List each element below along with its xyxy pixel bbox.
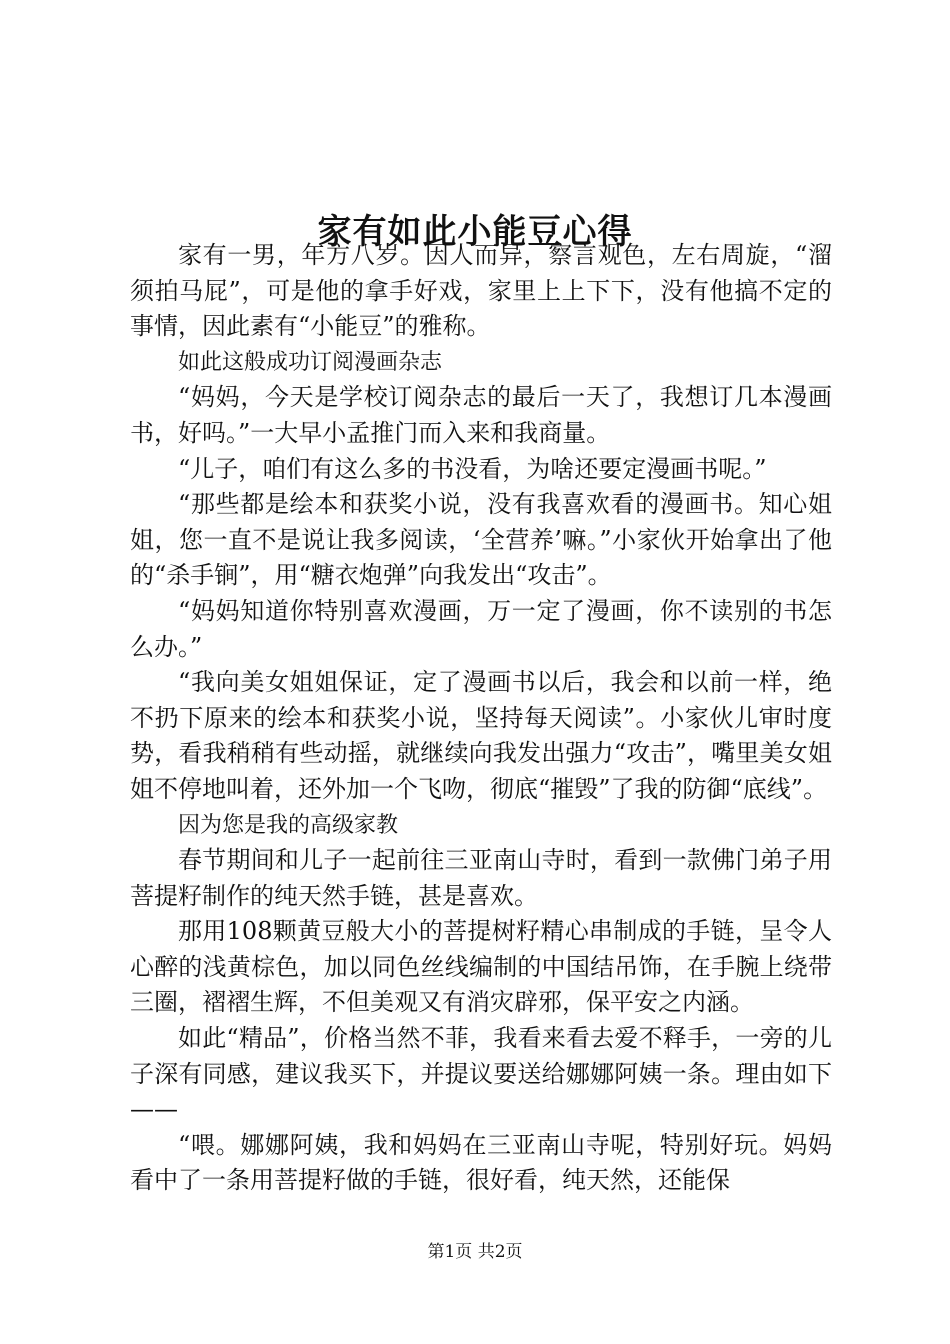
paragraph: 那用108颗黄豆般大小的菩提树籽精心串制成的手链，呈令人心醉的浅黄棕色，加以同色丝线编制的中国结吊饰，在手腕上绕带三圈，褶褶生辉，不但美观又有消灾辟邪，保平安之内涵。	[130, 917, 832, 1017]
document-title: 家有如此小能豆心得	[317, 211, 633, 252]
paragraph: 春节期间和儿子一起前往三亚南山寺时，看到一款佛门弟子用菩提籽制作的纯天然手链，甚是喜欢。	[130, 846, 832, 910]
paragraph: 家有一男，年方八岁。因人而异，察言观色，左右周旋，“溜须拍马屁”，可是他的拿手好戏，家里上上下下，没有他搞不定的事情，因此素有“小能豆”的雅称。	[130, 241, 832, 341]
paragraph: “我向美女姐姐保证，定了漫画书以后，我会和以前一样，绝不扔下原来的绘本和获奖小说，坚持每天阅读”。小家伙儿审时度势，看我稍稍有些动摇，就继续向我发出强力“攻击”，嘴里美女姐姐不停地叫着，还外加一个飞吻，彻底“摧毁”了我的防御“底线”。	[130, 668, 832, 803]
paragraph: “妈妈，今天是学校订阅杂志的最后一天了，我想订几本漫画书，好吗。”一大早小孟推门而入来和我商量。	[130, 383, 832, 447]
paragraph: “喂。娜娜阿姨，我和妈妈在三亚南山寺呢，特别好玩。妈妈看中了一条用菩提籽做的手链，很好看，纯天然，还能保	[130, 1130, 832, 1195]
paragraph: 如此“精品”，价格当然不菲，我看来看去爱不释手，一旁的儿子深有同感，建议我买下，并提议要送给娜娜阿姨一条。理由如下——	[130, 1024, 832, 1124]
paragraph: “那些都是绘本和获奖小说，没有我喜欢看的漫画书。知心姐姐，您一直不是说让我多阅读，‘全营养’嘛。”小家伙开始拿出了他的“杀手锏”，用“糖衣炮弹”向我发出“攻击”。	[130, 490, 832, 590]
paragraph: “妈妈知道你特别喜欢漫画，万一定了漫画，你不读别的书怎么办。”	[130, 596, 832, 661]
section-heading: 因为您是我的高级家教	[178, 812, 399, 838]
page-number-footer: 第1页 共2页	[427, 1242, 523, 1262]
document-body	[130, 238, 832, 1199]
section-heading: 如此这般成功订阅漫画杂志	[178, 349, 443, 375]
paragraph: “儿子，咱们有这么多的书没看，为啥还要定漫画书呢。”	[178, 454, 767, 483]
